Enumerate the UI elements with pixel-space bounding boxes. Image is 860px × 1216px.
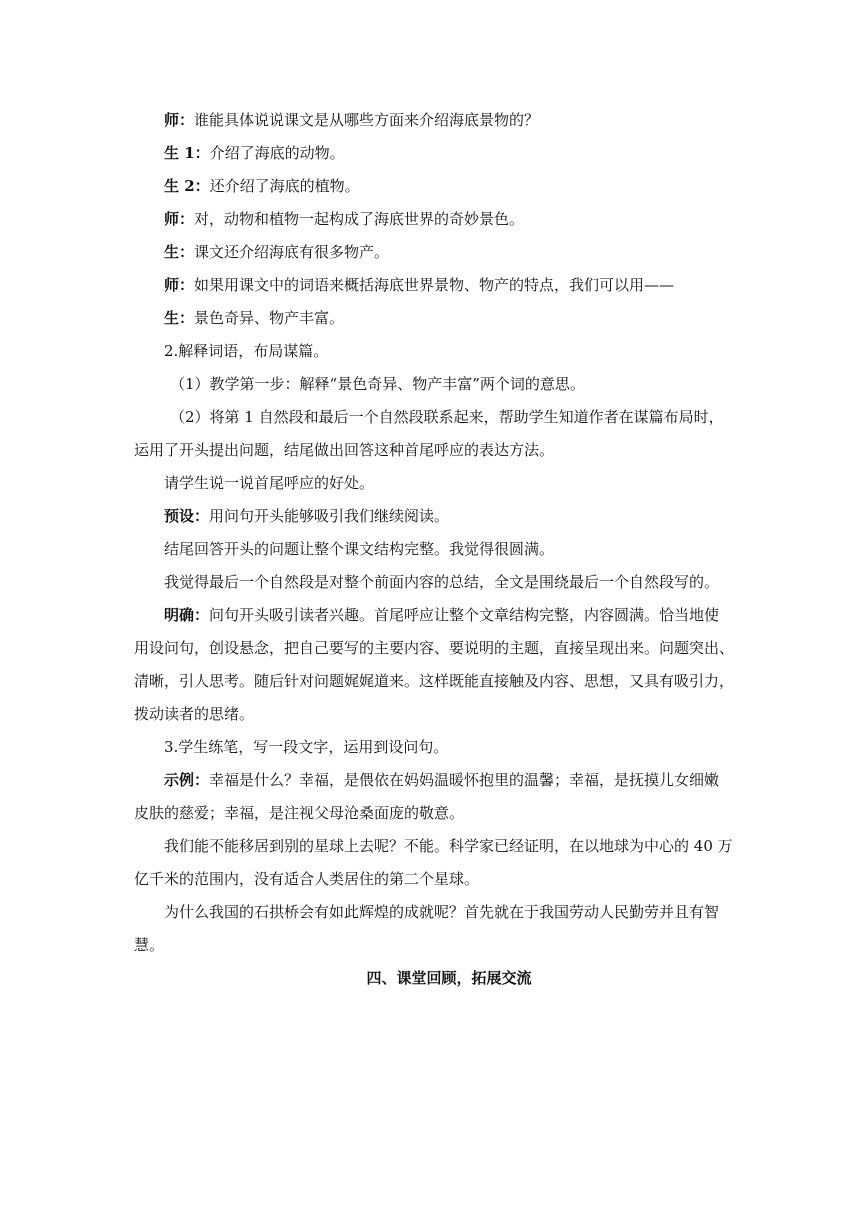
speaker-label: 生： (164, 243, 195, 261)
paragraph-text: 问句开头吸引读者兴趣。首尾呼应让整个文章结构完整，内容圆满。恰当地使用设问句，创设悬念，把自己要写的主要内容、要说明的主题，直接呈现出来。问题突出、清晰，引人思考。随后针对问题娓娓道来。这样既能直接触及内容、思想，又具有吸引力，拨动读者的思绪。 (134, 606, 735, 723)
paragraph-text: 景色奇异、物产丰富。 (194, 309, 345, 327)
paragraph (134, 599, 734, 731)
paragraph-text: 课文还介绍海底有很多物产。 (194, 243, 390, 261)
paragraph-text: 用问句开头能够吸引我们继续阅读。 (209, 507, 450, 525)
speaker-label: 师： (164, 210, 195, 228)
paragraph-text: 幸福是什么？幸福，是偎依在妈妈温暖怀抱里的温馨；幸福，是抚摸儿女细嫩皮肤的慈爱；幸福，是注视父母沧桑面庞的敬意。 (134, 771, 720, 822)
paragraph (134, 104, 734, 137)
paragraph (134, 500, 734, 533)
paragraph (134, 137, 734, 170)
paragraph (134, 269, 734, 302)
paragraph-text: 还介绍了海底的植物。 (209, 177, 360, 195)
paragraph (134, 236, 734, 269)
speaker-label: 示例： (164, 771, 210, 789)
paragraph-text: 为什么我国的石拱桥会有如此辉煌的成就呢？首先就在于我国劳动人民勤劳并且有智慧。 (134, 903, 720, 954)
paragraph (134, 533, 734, 566)
paragraph-text: 对，动物和植物一起构成了海底世界的奇妙景色。 (194, 210, 525, 228)
speaker-label: 生 1： (164, 144, 210, 162)
paragraph-text: 3.学生练笔，写一段文字，运用到设问句。 (164, 738, 449, 756)
speaker-label: 明确： (164, 606, 210, 624)
paragraph (134, 203, 734, 236)
paragraph-text: 2.解释词语，布局谋篇。 (164, 342, 329, 360)
paragraph-text: 结尾回答开头的问题让整个课文结构完整。我觉得很圆满。 (164, 540, 555, 558)
paragraph (134, 566, 734, 599)
speaker-label: 师： (164, 276, 195, 294)
paragraph-text: 谁能具体说说课文是从哪些方面来介绍海底景物的？ (194, 111, 540, 129)
paragraph (134, 896, 734, 962)
speaker-label: 预设： (164, 507, 210, 525)
section-heading: 四、课堂回顾，拓展交流 (366, 969, 532, 987)
paragraph (134, 401, 734, 467)
speaker-label: 师： (164, 111, 195, 129)
paragraph-text: 我们能不能移居到别的星球上去呢？不能。科学家已经证明，在以地球为中心的 40 万亿千米的范围内，没有适合人类居住的第二个星球。 (134, 837, 733, 888)
paragraph-text: （2）将第 1 自然段和最后一个自然段联系起来，帮助学生知道作者在谋篇布局时，运用了开头提出问题，结尾做出回答这种首尾呼应的表达方法。 (134, 408, 724, 459)
paragraph (134, 335, 734, 368)
paragraph-text: 介绍了海底的动物。 (209, 144, 345, 162)
paragraph-text: 请学生说一说首尾呼应的好处。 (164, 474, 375, 492)
paragraph-text: 我觉得最后一个自然段是对整个前面内容的总结，全文是围绕最后一个自然段写的。 (164, 573, 720, 591)
document-body (134, 104, 734, 995)
paragraph (134, 302, 734, 335)
paragraph (134, 764, 734, 830)
paragraph (134, 368, 734, 401)
paragraph (134, 731, 734, 764)
paragraph-text: 如果用课文中的词语来概括海底世界景物、物产的特点，我们可以用—— (194, 276, 675, 294)
speaker-label: 生 2： (164, 177, 210, 195)
paragraph (134, 170, 734, 203)
paragraph (134, 467, 734, 500)
paragraph-text: （1）教学第一步：解释“景色奇异、物产丰富”两个词的意思。 (170, 375, 585, 393)
paragraph (134, 830, 734, 896)
speaker-label: 生： (164, 309, 195, 327)
